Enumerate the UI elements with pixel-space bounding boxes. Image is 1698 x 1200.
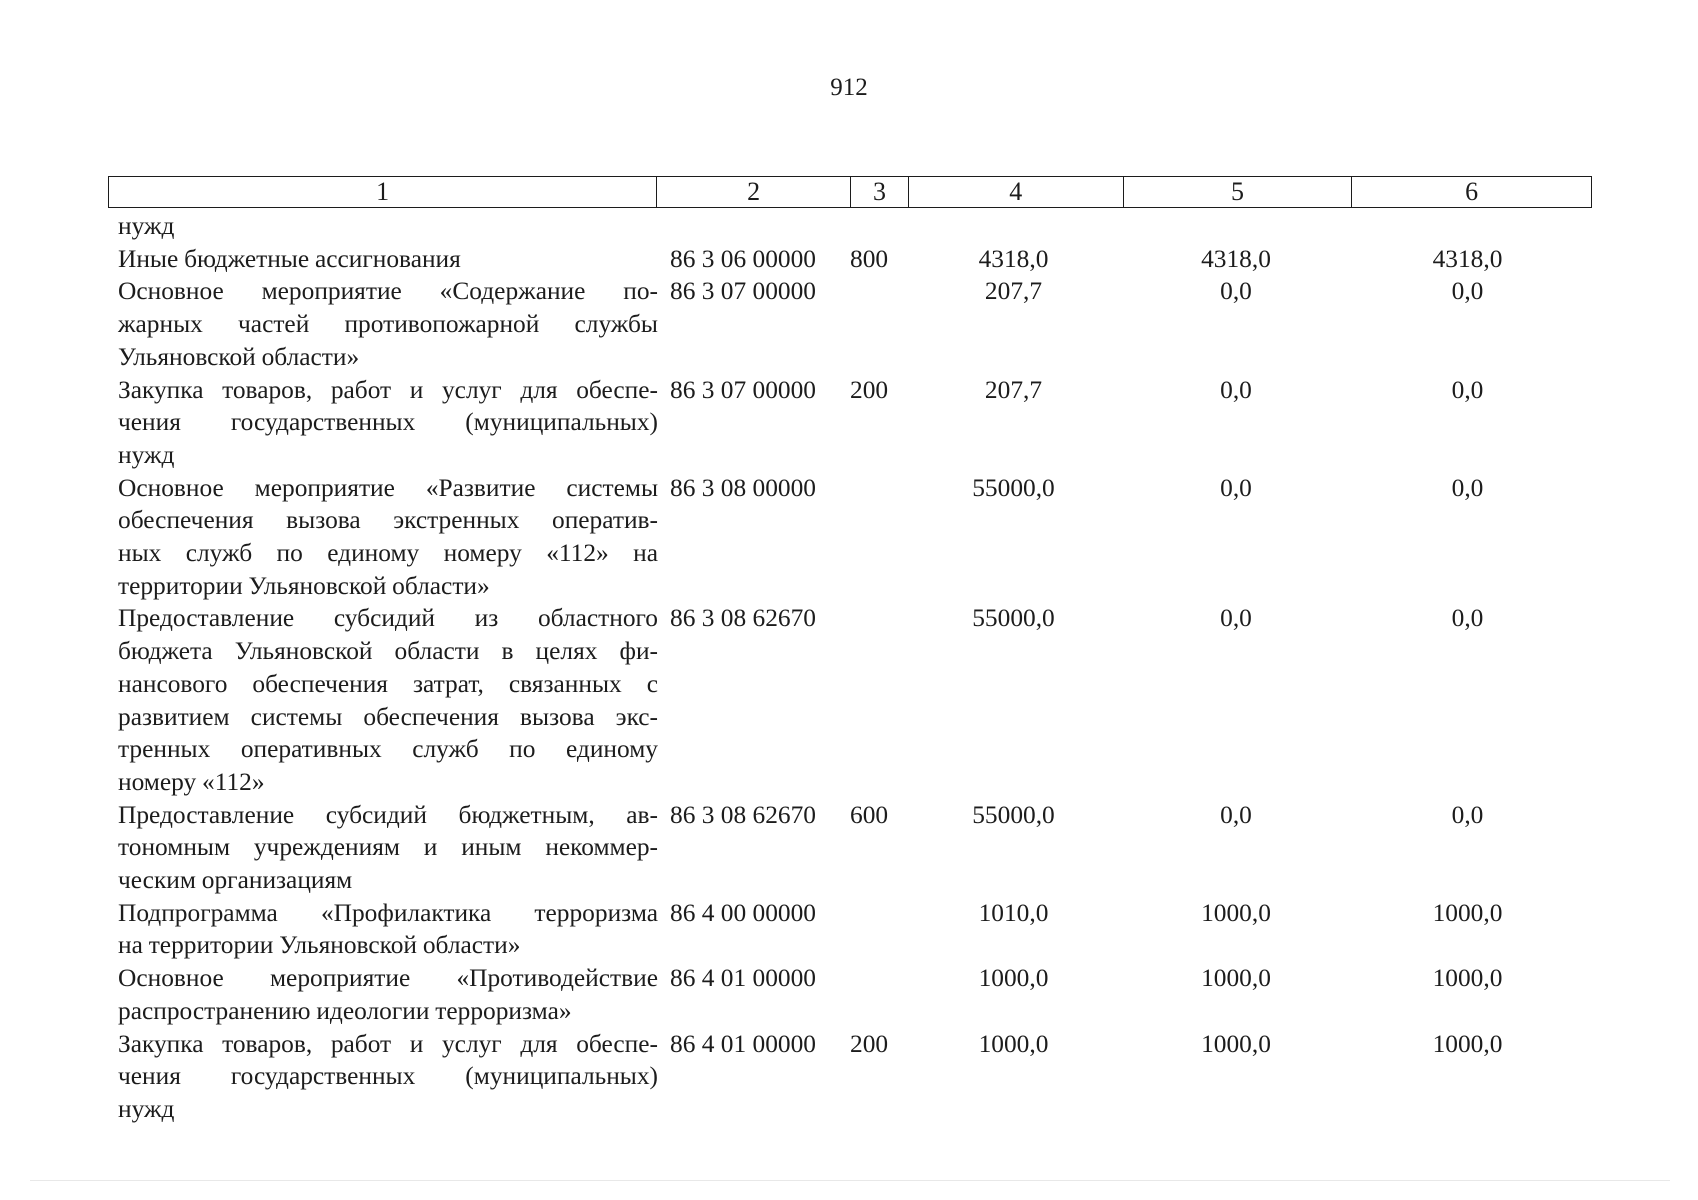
description-line: номеру «112»	[118, 767, 265, 796]
description-line: нужд	[118, 212, 175, 240]
row-value-col4: 55000,0	[972, 800, 1055, 829]
row-description	[108, 210, 658, 243]
table-row	[108, 897, 1592, 962]
row-code: 86 3 08 00000	[670, 473, 816, 502]
row-value-col5: 1000,0	[1201, 1029, 1271, 1058]
row-value-col5: 0,0	[1220, 375, 1252, 404]
header-col-3: 3	[851, 177, 909, 207]
description-line: Основное мероприятие «Противодействие	[118, 964, 658, 993]
row-expense-type: 800	[850, 244, 889, 273]
description-line: жарных частей противопожарной службы	[118, 310, 658, 339]
row-value-col6: 0,0	[1451, 473, 1484, 502]
table-row	[108, 1028, 1592, 1126]
description-line: Закупка товаров, работ и услуг для обеспе-	[118, 1029, 658, 1058]
table-row	[108, 962, 1592, 1027]
row-value-col6: 1000,0	[1432, 964, 1503, 993]
description-line: тренных оперативных служб по единому	[118, 735, 658, 764]
description-line: тономным учреждениям и иным некоммер-	[118, 833, 658, 862]
row-value-col6: 0,0	[1451, 800, 1484, 829]
row-value-col4: 55000,0	[972, 604, 1055, 633]
description-line: Предоставление субсидий из областного	[118, 604, 658, 633]
header-col-6: 6	[1465, 177, 1479, 206]
description-line: Основное мероприятие «Содержание по-	[118, 277, 658, 306]
row-code: 86 3 07 00000	[670, 277, 816, 306]
table-row	[108, 275, 1592, 373]
description-line: обеспечения вызова экстренных оператив-	[118, 506, 658, 535]
description-line: развитием системы обеспечения вызова экс-	[118, 702, 658, 731]
row-value-col6: 1000,0	[1432, 1029, 1503, 1058]
row-description	[108, 897, 658, 962]
description-line: Иные бюджетные ассигнования	[118, 244, 461, 273]
row-value-col5: 0,0	[1220, 604, 1252, 633]
row-description	[108, 374, 658, 472]
row-value-col6: 0,0	[1451, 277, 1484, 306]
header-col-2: 2	[657, 177, 851, 207]
row-expense-type: 200	[850, 1029, 889, 1058]
row-value-col4: 207,7	[984, 375, 1043, 404]
description-line: на территории Ульяновской области»	[118, 931, 521, 960]
header-col-4: 4	[909, 177, 1124, 207]
table-body	[108, 210, 1592, 1126]
description-line: нансового обеспечения затрат, связанных с	[118, 669, 658, 698]
row-code: 86 3 08 62670	[670, 800, 816, 829]
row-value-col4: 1010,0	[978, 898, 1049, 927]
row-value-col5: 0,0	[1220, 473, 1252, 502]
page-number: 912	[830, 74, 868, 101]
description-line: ных служб по единому номеру «112» на	[118, 539, 658, 568]
row-value-col6: 0,0	[1451, 604, 1484, 633]
table-row	[108, 210, 1592, 243]
row-value-col5: 4318,0	[1201, 244, 1271, 273]
row-code: 86 3 08 62670	[670, 604, 816, 633]
table-header	[108, 176, 1592, 208]
table-row	[108, 602, 1592, 798]
row-value-col5: 0,0	[1220, 277, 1252, 306]
description-line: Подпрограмма «Профилактика терроризма	[118, 898, 658, 927]
description-line: Основное мероприятие «Развитие системы	[118, 473, 658, 502]
row-description	[108, 799, 658, 897]
row-description	[108, 275, 658, 373]
description-line: чения государственных (муниципальных)	[118, 408, 658, 437]
row-expense-type: 600	[850, 800, 889, 829]
description-line: нужд	[118, 440, 175, 469]
description-line: Предоставление субсидий бюджетным, ав-	[118, 800, 658, 829]
table-row	[108, 799, 1592, 897]
row-value-col6: 0,0	[1451, 375, 1484, 404]
row-code: 86 4 00 00000	[670, 898, 816, 927]
row-description	[108, 472, 658, 603]
row-description	[108, 602, 658, 798]
row-code: 86 3 07 00000	[670, 375, 816, 404]
row-description	[108, 1028, 658, 1126]
row-description	[108, 243, 658, 276]
row-code: 86 3 06 00000	[670, 244, 816, 273]
description-line: бюджета Ульяновской области в целях фи-	[118, 637, 658, 666]
row-value-col5: 1000,0	[1201, 964, 1271, 993]
row-value-col4: 55000,0	[972, 473, 1055, 502]
description-line: распространению идеологии терроризма»	[118, 996, 572, 1025]
row-value-col4: 207,7	[984, 277, 1043, 306]
scan-artifact-line	[30, 1180, 1670, 1181]
table-row	[108, 243, 1592, 276]
row-value-col4: 1000,0	[978, 1029, 1049, 1058]
description-line: ческим организациям	[118, 866, 353, 895]
description-line: нужд	[118, 1094, 175, 1123]
row-value-col4: 1000,0	[978, 964, 1049, 993]
row-expense-type: 200	[850, 375, 889, 404]
header-col-1: 1	[109, 177, 657, 207]
row-value-col4: 4318,0	[978, 244, 1049, 273]
header-col-5: 5	[1124, 177, 1353, 207]
row-code: 86 4 01 00000	[670, 964, 816, 993]
table-row	[108, 472, 1592, 603]
row-value-col6: 1000,0	[1432, 898, 1503, 927]
description-line: Закупка товаров, работ и услуг для обеспе-	[118, 375, 658, 404]
row-value-col6: 4318,0	[1432, 244, 1503, 273]
table-row	[108, 374, 1592, 472]
description-line: чения государственных (муниципальных)	[118, 1062, 658, 1091]
description-line: Ульяновской области»	[118, 342, 360, 371]
row-value-col5: 1000,0	[1201, 898, 1271, 927]
row-code: 86 4 01 00000	[670, 1029, 816, 1058]
row-description	[108, 962, 658, 1027]
description-line: территории Ульяновской области»	[118, 571, 490, 600]
row-value-col5: 0,0	[1220, 800, 1252, 829]
